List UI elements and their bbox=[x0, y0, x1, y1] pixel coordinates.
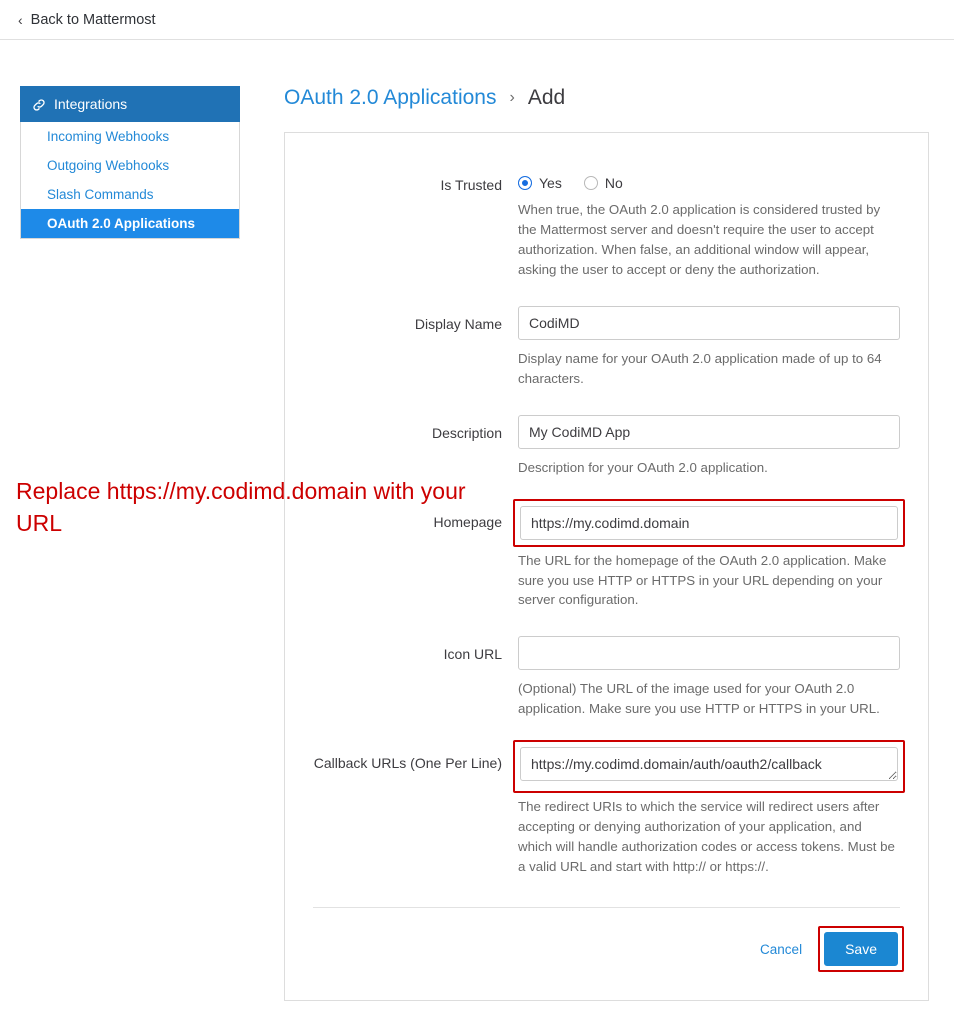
cancel-button[interactable]: Cancel bbox=[754, 941, 808, 958]
homepage-highlight-box bbox=[513, 499, 905, 547]
top-bar bbox=[0, 0, 954, 40]
sidebar-item-label: Slash Commands bbox=[47, 187, 154, 202]
description-label: Description bbox=[431, 424, 502, 441]
description-input[interactable] bbox=[518, 415, 900, 449]
display-name-field bbox=[518, 306, 900, 411]
back-to-mattermost-link[interactable] bbox=[18, 12, 156, 28]
is-trusted-label: Is Trusted bbox=[440, 177, 502, 193]
radio-unselected-icon bbox=[584, 176, 598, 190]
homepage-input[interactable] bbox=[520, 506, 898, 540]
sidebar-list bbox=[20, 122, 240, 239]
icon-url-input[interactable] bbox=[518, 636, 900, 670]
description-help: Description for your OAuth 2.0 application. bbox=[518, 459, 768, 475]
annotation-text: Replace https://my.codimd.domain with your URL bbox=[16, 478, 466, 536]
sidebar-item-oauth-applications[interactable] bbox=[21, 209, 239, 238]
save-highlight-box bbox=[818, 926, 904, 972]
breadcrumb-parent-link[interactable]: OAuth 2.0 Applications bbox=[284, 86, 497, 109]
display-name-label: Display Name bbox=[414, 315, 502, 332]
display-name-input[interactable] bbox=[518, 306, 900, 340]
description-field bbox=[518, 415, 900, 500]
callback-urls-highlight-box bbox=[513, 740, 905, 793]
is-trusted-help: When true, the OAuth 2.0 application is considered trusted by the Mattermost server and doesn't require the user to accept authorization. When false, an additional window will appear, asking the user to accept or deny the authorization. bbox=[518, 202, 881, 277]
breadcrumb bbox=[284, 86, 934, 110]
sidebar-item-label: Incoming Webhooks bbox=[47, 129, 170, 144]
content-area bbox=[240, 86, 954, 1001]
callback-urls-field bbox=[518, 745, 900, 899]
sidebar-item-label: OAuth 2.0 Applications bbox=[47, 216, 196, 231]
field-row-icon-url bbox=[313, 636, 900, 741]
field-row-callback-urls bbox=[313, 745, 900, 899]
icon-url-label: Icon URL bbox=[443, 646, 502, 663]
icon-url-field bbox=[518, 636, 900, 741]
callback-urls-help: The redirect URIs to which the service will redirect users after accepting or denying authorization of your application, and which will handle authorization codes or access tokens. Must be a valid URL and start with http:// or https://. bbox=[518, 799, 895, 875]
homepage-label: Homepage bbox=[433, 513, 502, 530]
form-actions bbox=[313, 908, 900, 982]
sidebar-header-label: Integrations bbox=[54, 96, 128, 112]
sidebar-item-incoming-webhooks[interactable] bbox=[21, 122, 239, 151]
radio-selected-icon bbox=[518, 176, 532, 190]
radio-label: No bbox=[604, 175, 623, 191]
sidebar-item-outgoing-webhooks[interactable] bbox=[21, 151, 239, 180]
field-row-display-name bbox=[313, 306, 900, 411]
callback-urls-textarea[interactable] bbox=[520, 747, 898, 781]
sidebar-item-label: Outgoing Webhooks bbox=[47, 158, 170, 173]
radio-label: Yes bbox=[539, 175, 562, 191]
is-trusted-field bbox=[518, 167, 900, 302]
sidebar-item-slash-commands[interactable] bbox=[21, 180, 239, 209]
callback-urls-label: Callback URLs (One Per Line) bbox=[313, 755, 502, 772]
homepage-help: The URL for the homepage of the OAuth 2.0 application. Make sure you use HTTP or HTTPS in your URL depending on your server configuration. bbox=[518, 552, 887, 608]
icon-url-help: (Optional) The URL of the image used for your OAuth 2.0 application. Make sure you use HTTP or HTTPS in your URL. bbox=[518, 681, 880, 717]
oauth-app-form-card bbox=[284, 132, 929, 1001]
is-trusted-radio-group bbox=[518, 167, 900, 191]
display-name-help: Display name for your OAuth 2.0 application made of up to 64 characters. bbox=[518, 350, 882, 386]
chevron-left-icon: ‹ bbox=[18, 11, 23, 28]
sidebar-header bbox=[20, 86, 240, 122]
chevron-right-icon: › bbox=[509, 89, 515, 106]
sidebar bbox=[20, 86, 240, 1001]
homepage-field bbox=[518, 504, 900, 633]
field-row-is-trusted bbox=[313, 167, 900, 302]
is-trusted-radio-no[interactable] bbox=[584, 175, 623, 191]
back-link-label: Back to Mattermost bbox=[30, 11, 156, 28]
is-trusted-radio-yes[interactable] bbox=[518, 175, 562, 191]
link-icon bbox=[32, 98, 46, 112]
breadcrumb-current: Add bbox=[527, 86, 566, 109]
save-button[interactable]: Save bbox=[824, 932, 898, 966]
